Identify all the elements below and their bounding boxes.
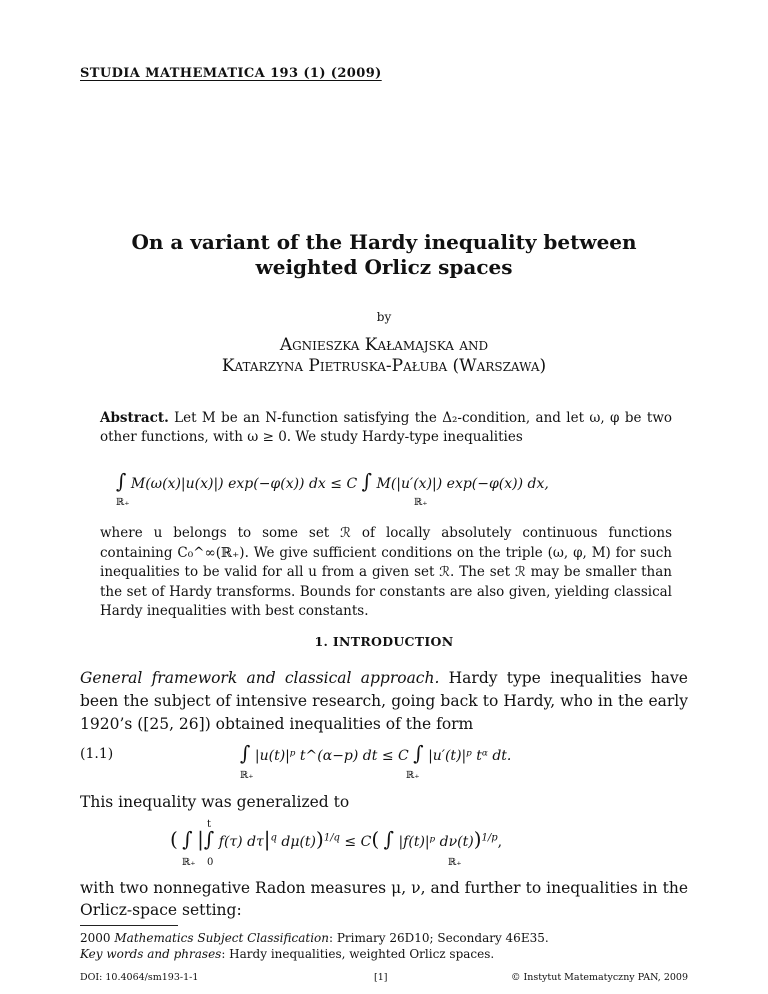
abstract-eq-right: M(|u′(x)|) exp(−φ(x)) dx, — [376, 476, 549, 492]
generalized-text: This inequality was generalized to — [80, 793, 350, 811]
abstract-equation — [116, 469, 549, 493]
eq2-measure-mu: dμ(t) — [281, 834, 317, 850]
eq2-upper-limit: t — [207, 819, 212, 830]
abs-bar-left: | — [197, 827, 204, 851]
eq2-domain-1: ℝ₊ — [182, 857, 196, 868]
integral-sign: ∫ — [116, 469, 127, 493]
msc-label: Mathematics Subject Classification — [114, 931, 329, 945]
author-block — [0, 335, 768, 377]
section-heading: 1. INTRODUCTION — [314, 634, 454, 649]
keywords-label: Key words and phrases — [80, 947, 222, 961]
eq11-right: |u′(t)|ᵖ tᵅ dt. — [428, 748, 512, 764]
keywords-text: : Hardy inequalities, weighted Orlicz spaces. — [221, 947, 495, 961]
intro-text: Hardy type inequalities have been the subject of intensive research, going back to Hardy, who in the early 1920’s ([25, 26]) obtained inequalities of the form — [80, 669, 688, 733]
footnote-msc — [80, 930, 688, 946]
eq2-exp-1q: 1/q — [323, 832, 340, 844]
author-line-2: Katarzyna Pietruska-Pałuba (Warszawa) — [221, 356, 547, 376]
eq2-right: |f(t)|ᵖ dν(t) — [398, 834, 474, 850]
integral-sign: ∫ — [413, 741, 424, 765]
journal-header: STUDIA MATHEMATICA 193 (1) (2009) — [80, 66, 382, 81]
footnote-rule — [80, 925, 178, 926]
copyright: © Instytut Matematyczny PAN, 2009 — [510, 972, 688, 983]
abstract-eq-domain-2: ℝ₊ — [414, 497, 428, 508]
abstract-paragraph — [100, 409, 672, 447]
msc-year: 2000 — [80, 931, 111, 945]
eq2-exp-q: q — [270, 832, 277, 844]
eq11-domain-2: ℝ₊ — [406, 770, 420, 781]
integral-sign: ∫ — [240, 741, 251, 765]
abstract-lead: Abstract. — [100, 410, 169, 426]
integral-sign: ∫ — [182, 827, 193, 851]
abstract-eq-domain-1: ℝ₊ — [116, 497, 130, 508]
title-line-1: On a variant of the Hardy inequality between — [131, 230, 637, 254]
msc-codes: : Primary 26D10; Secondary 46E35. — [329, 931, 549, 945]
eq2-lower-limit: 0 — [207, 857, 214, 868]
doi: DOI: 10.4064/sm193-1-1 — [80, 972, 199, 983]
eq2-exp-1p: 1/p — [481, 832, 498, 844]
footnote-keywords — [80, 946, 688, 962]
by-label: by — [376, 310, 392, 324]
abs-bar-right: | — [263, 827, 271, 851]
eq11-domain-1: ℝ₊ — [240, 770, 254, 781]
integral-sign: ∫ — [361, 469, 373, 493]
page-number: [1] — [374, 972, 388, 983]
eq2-const: ≤ C — [344, 834, 372, 850]
big-paren-left: ( — [371, 827, 380, 851]
eq2-inner: f(τ) dτ — [218, 834, 264, 850]
generalized-equation: ( ∫ |∫ f(τ) $d\tau|^q$ dμ(t))$^{1/q}$ ≤ C( ∫ |f(t)|ᵖ dν(t))$^{1/p}$, — [170, 827, 503, 851]
intro-paragraph — [80, 667, 688, 736]
author-line-1: Agnieszka Kałamajska and — [279, 335, 489, 355]
abstract-eq-left: M(ω(x)|u(x)|) exp(−φ(x)) dx ≤ C — [130, 476, 358, 492]
eq2-domain-2: ℝ₊ — [448, 857, 462, 868]
eq11-left: |u(t)|ᵖ t^(α−p) dt ≤ C — [254, 748, 409, 764]
big-paren-left: ( — [170, 827, 178, 851]
abstract-text-1: Let M be an N-function satisfying the Δ₂-condition, and let ω, φ be two other functions, with ω ≥ 0. We study Hardy-type inequalities — [100, 410, 672, 445]
equation-number: (1.1) — [80, 746, 114, 762]
after-equation-text: with two nonnegative Radon measures μ, ν, and further to inequalities in the Orlicz-space setting: — [80, 879, 688, 919]
equation-1-1 — [240, 741, 511, 765]
paper-title — [80, 230, 688, 280]
big-paren-right: ) — [316, 827, 324, 851]
integral-sign: ∫ — [203, 827, 215, 851]
title-line-2: weighted Orlicz spaces — [255, 255, 513, 279]
abstract-continuation: where u belongs to some set ℛ of locally absolutely continuous functions containing C₀^∞(ℝ₊). We give sufficient conditions on the triple (ω, φ, M) for such inequalities to be valid for all u from a given set ℛ. The set ℛ may be smaller than the set of Hardy transforms. Bounds for constants are also given, yielding classical Hardy inequalities with best constants. — [100, 525, 672, 619]
big-paren-right: ) — [473, 827, 482, 851]
intro-italic-lead: General framework and classical approach. — [80, 669, 440, 687]
integral-sign: ∫ — [383, 827, 395, 851]
